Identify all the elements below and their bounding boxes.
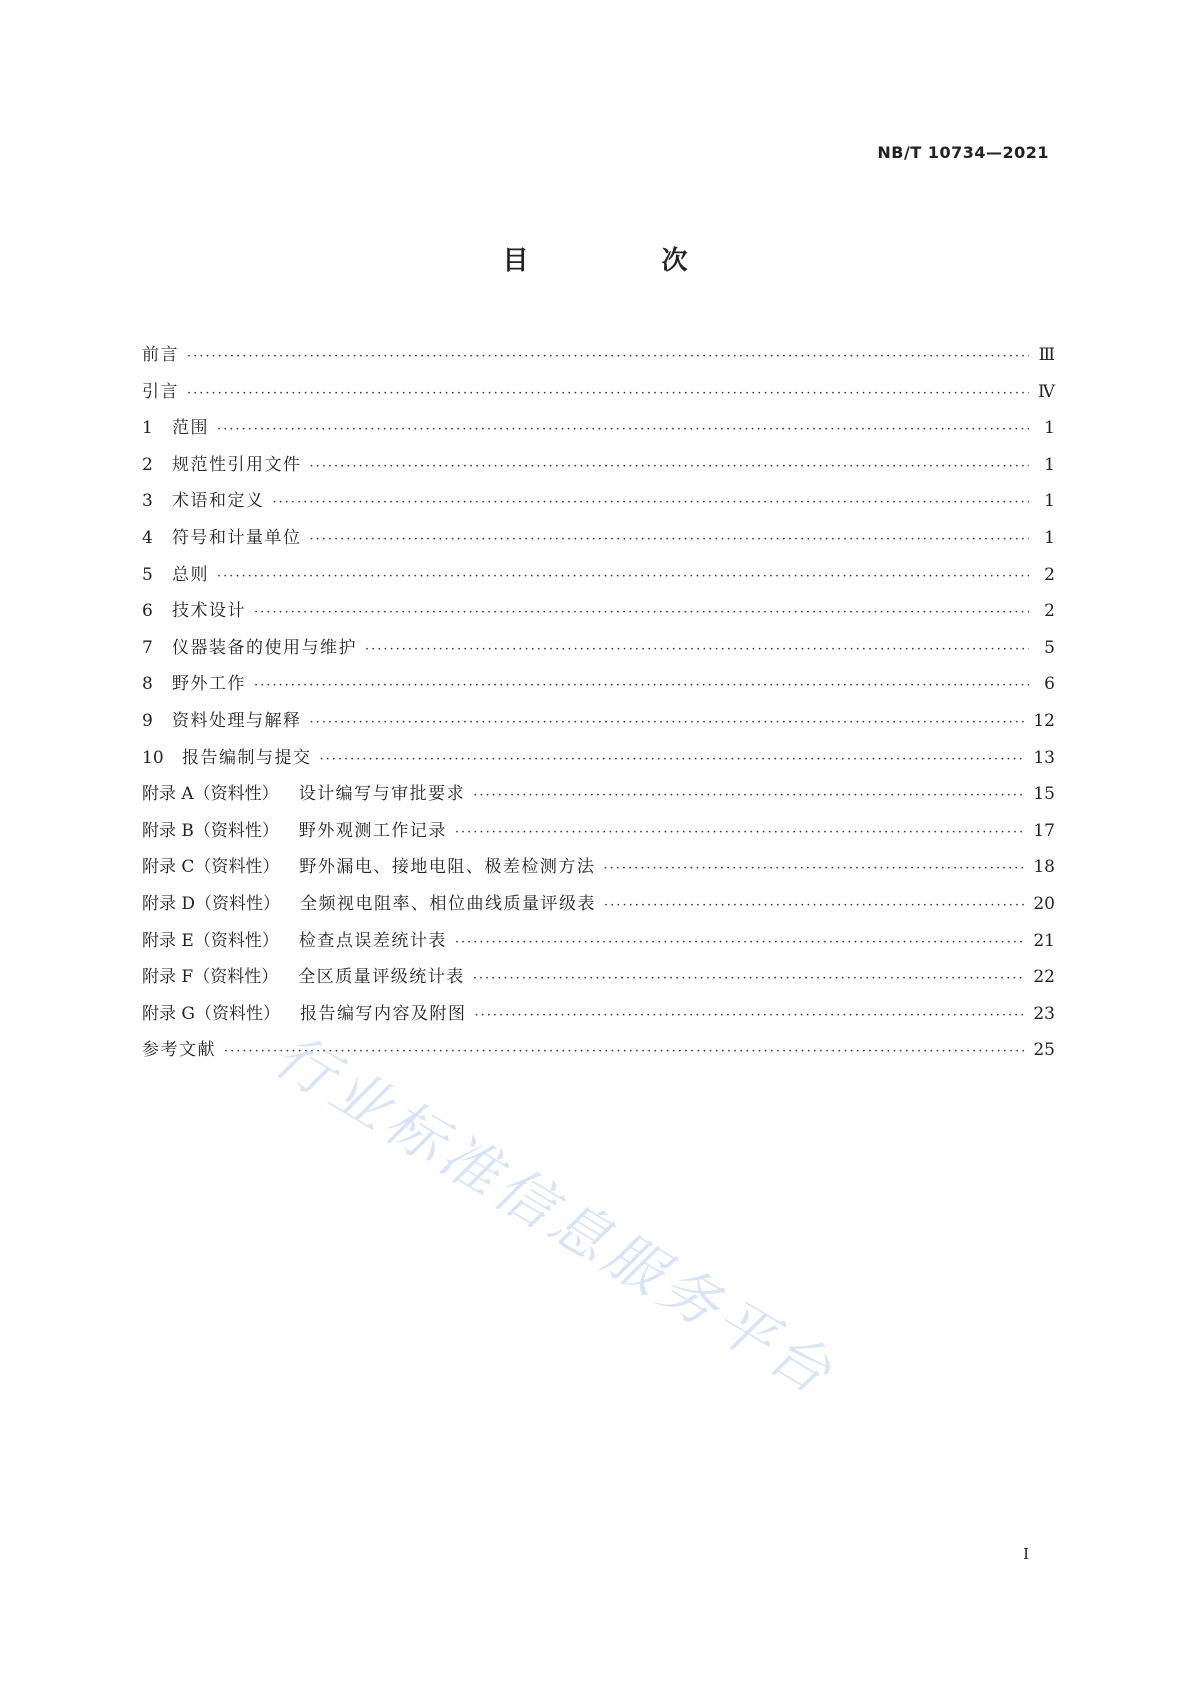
toc-entry-number: 10 xyxy=(142,747,164,768)
toc-entry-title: 全区质量评级统计表 xyxy=(298,967,465,988)
toc-dot-leader xyxy=(310,715,1026,730)
toc-entry[interactable] xyxy=(142,633,1055,670)
toc-dot-leader xyxy=(187,386,1029,401)
toc-dot-leader xyxy=(455,935,1026,950)
toc-dot-leader xyxy=(474,1008,1025,1023)
toc-entry[interactable] xyxy=(142,413,1055,450)
toc-entry[interactable] xyxy=(142,816,1055,853)
toc-entry-number: 5 xyxy=(142,564,153,585)
toc-entry-page: 25 xyxy=(1033,1040,1055,1061)
toc-dot-leader xyxy=(254,605,1029,620)
toc-entry-number: 附录 C（资料性） xyxy=(142,857,280,878)
toc-entry-title: 野外漏电、接地电阻、极差检测方法 xyxy=(299,857,596,878)
toc-entry-page: 1 xyxy=(1044,527,1055,548)
toc-entry-number: 9 xyxy=(142,710,153,731)
toc-entry-title: 报告编制与提交 xyxy=(182,747,312,768)
watermark: 行业标准信息服务平台 xyxy=(263,1021,847,1410)
toc-entry-page: 15 xyxy=(1033,784,1055,805)
toc-entry-page: 13 xyxy=(1033,747,1055,768)
toc-entry[interactable] xyxy=(142,999,1055,1036)
toc-entry-page: 5 xyxy=(1044,637,1055,658)
toc-entry-number: 1 xyxy=(142,418,153,439)
toc-entry-title: 仪器装备的使用与维护 xyxy=(172,637,357,658)
toc-entry[interactable] xyxy=(142,486,1055,523)
toc-entry-title: 范围 xyxy=(172,418,209,439)
toc-entry-title: 野外观测工作记录 xyxy=(298,820,447,841)
toc-entry[interactable] xyxy=(142,962,1055,999)
toc-entry[interactable] xyxy=(142,596,1055,633)
toc-entry[interactable] xyxy=(142,1035,1055,1072)
toc-entry[interactable] xyxy=(142,706,1055,743)
toc-entry-number: 4 xyxy=(142,527,153,548)
toc-entry-page: 1 xyxy=(1044,418,1055,439)
toc-dot-leader xyxy=(217,422,1029,437)
toc-entry-number: 附录 A（资料性） xyxy=(142,784,279,805)
toc-entry-title: 引言 xyxy=(142,381,179,402)
toc-dot-leader xyxy=(473,788,1025,803)
toc-entry[interactable] xyxy=(142,743,1055,780)
toc-entry-page: 23 xyxy=(1033,1003,1055,1024)
toc-entry[interactable] xyxy=(142,450,1055,487)
toc-entry[interactable] xyxy=(142,523,1055,560)
toc-entry-number: 附录 F（资料性） xyxy=(142,967,279,988)
toc-entry-page: 18 xyxy=(1033,857,1055,878)
toc-entry-page: 2 xyxy=(1044,601,1055,622)
toc-entry-title: 术语和定义 xyxy=(172,491,265,512)
toc-entry-title: 设计编写与审批要求 xyxy=(298,784,466,805)
standard-number: NB/T 10734—2021 xyxy=(877,143,1049,162)
toc-entry-title: 技术设计 xyxy=(172,601,246,622)
toc-entry[interactable] xyxy=(142,340,1055,377)
toc-dot-leader xyxy=(310,459,1030,474)
toc-entry-number: 附录 E（资料性） xyxy=(142,930,279,951)
toc-dot-leader xyxy=(365,642,1029,657)
toc-entry-page: Ⅲ xyxy=(1038,345,1055,365)
toc-dot-leader xyxy=(603,861,1025,876)
toc-entry-title: 总则 xyxy=(172,564,209,585)
toc-entry-number: 3 xyxy=(142,491,153,512)
toc-entry-page: 1 xyxy=(1044,491,1055,512)
page-number: I xyxy=(1023,1545,1029,1563)
toc-entry[interactable] xyxy=(142,889,1055,926)
toc-entry-number: 附录 B（资料性） xyxy=(142,820,279,841)
toc-entry-title: 野外工作 xyxy=(172,674,246,695)
toc-dot-leader xyxy=(254,678,1029,693)
toc-entry-title: 规范性引用文件 xyxy=(172,454,302,475)
toc-entry-title: 符号和计量单位 xyxy=(172,527,302,548)
toc-entry-title: 检查点误差统计表 xyxy=(298,930,447,951)
toc-entry-page: 17 xyxy=(1033,820,1055,841)
toc-entry-title: 参考文献 xyxy=(142,1040,216,1061)
toc-dot-leader xyxy=(455,825,1025,840)
toc-entry-title: 前言 xyxy=(142,345,179,365)
toc-entry-page: 1 xyxy=(1044,454,1055,475)
toc-dot-leader xyxy=(224,1044,1025,1059)
toc-dot-leader xyxy=(320,752,1026,767)
toc-entry-page: 12 xyxy=(1033,710,1055,731)
toc-entry[interactable] xyxy=(142,926,1055,963)
toc-dot-leader xyxy=(604,898,1025,913)
toc-entry-title: 全频视电阻率、相位曲线质量评级表 xyxy=(300,893,597,914)
toc-entry-page: 21 xyxy=(1033,930,1055,951)
toc-entry-page: 20 xyxy=(1033,893,1055,914)
toc-entry-page: 6 xyxy=(1044,674,1055,695)
toc-entry-page: Ⅳ xyxy=(1038,381,1055,402)
toc-dot-leader xyxy=(473,971,1026,986)
toc-entry-number: 8 xyxy=(142,674,153,695)
toc-entry[interactable] xyxy=(142,377,1055,414)
toc-entry-number: 7 xyxy=(142,637,153,658)
toc-dot-leader xyxy=(217,569,1029,584)
toc-dot-leader xyxy=(187,349,1029,364)
toc-entry[interactable] xyxy=(142,852,1055,889)
toc-entry-page: 2 xyxy=(1044,564,1055,585)
toc-entry-number: 6 xyxy=(142,601,153,622)
toc-entry-title: 报告编写内容及附图 xyxy=(299,1003,467,1024)
toc-dot-leader xyxy=(273,495,1030,510)
table-of-contents xyxy=(142,340,1055,1072)
toc-entry-number: 附录 D（资料性） xyxy=(142,893,281,914)
toc-entry-number: 2 xyxy=(142,454,153,475)
toc-entry-page: 22 xyxy=(1033,967,1055,988)
toc-entry[interactable] xyxy=(142,669,1055,706)
toc-dot-leader xyxy=(310,532,1030,547)
toc-entry[interactable] xyxy=(142,560,1055,597)
page-title: 目 次 xyxy=(502,246,750,276)
toc-entry-number: 附录 G（资料性） xyxy=(142,1003,280,1024)
toc-entry-title: 资料处理与解释 xyxy=(172,710,302,731)
toc-entry[interactable] xyxy=(142,779,1055,816)
